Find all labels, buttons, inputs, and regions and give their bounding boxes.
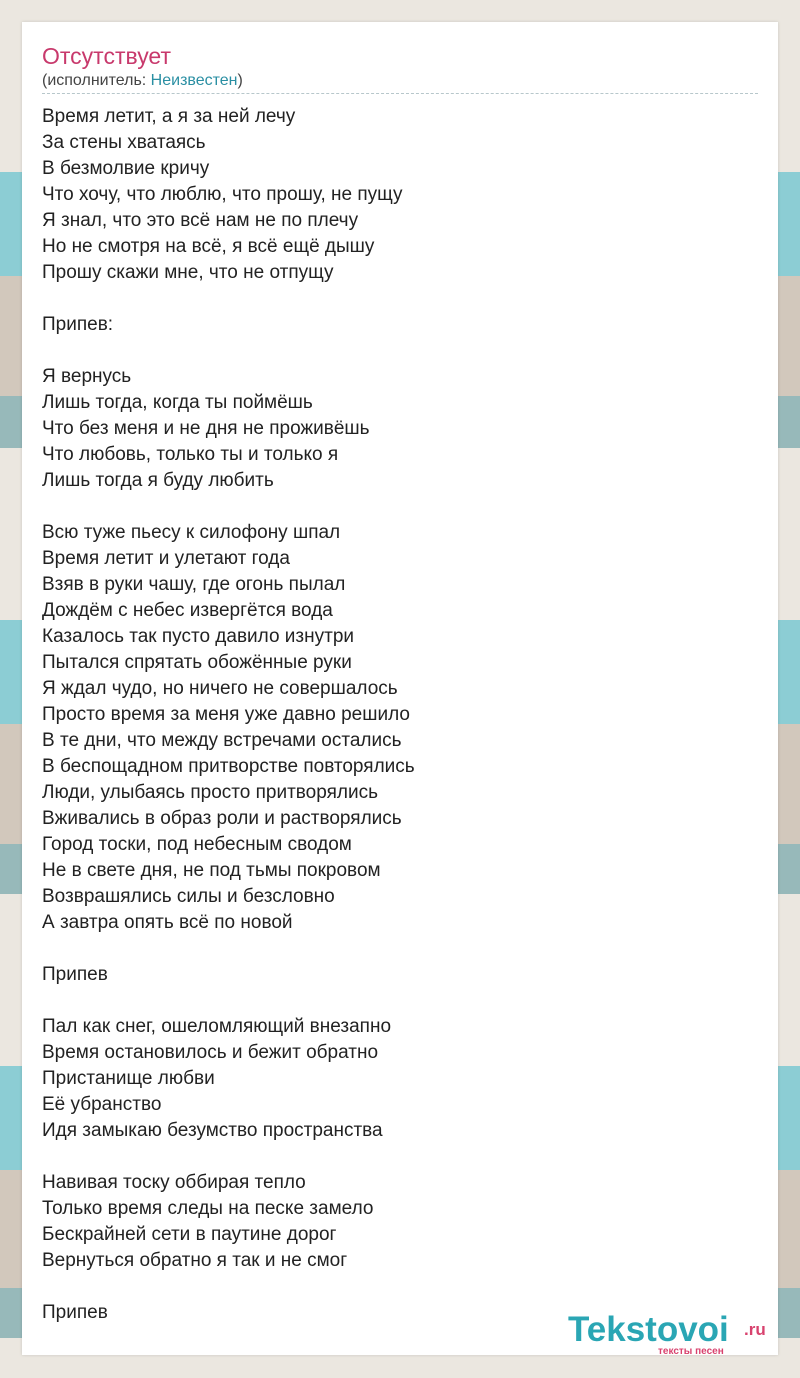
lyric-blank-line [42, 338, 415, 364]
song-title: Отсутствует [42, 43, 171, 69]
lyric-line: Припев: [42, 314, 114, 335]
lyric-line: Припев [42, 964, 108, 985]
lyrics-body [42, 104, 415, 1326]
lyric-line: Не в свете дня, не под тьмы покровом [42, 860, 381, 881]
subtitle-prefix: (исполнитель: [42, 72, 151, 89]
lyric-line: Город тоски, под небесным сводом [42, 834, 352, 855]
lyric-line: Бескрайней сети в паутине дорог [42, 1224, 337, 1245]
lyric-line: Всю туже пьесу к силофону шпал [42, 522, 341, 543]
lyric-line: Дождём с небес извергётся вода [42, 600, 333, 621]
lyrics-card [22, 22, 778, 1355]
lyric-line: Пристанище любви [42, 1068, 215, 1089]
lyric-line: Припев [42, 1302, 108, 1323]
lyric-blank-line [42, 286, 415, 312]
lyric-blank-line [42, 1144, 415, 1170]
lyric-line: Лишь тогда, когда ты поймёшь [42, 392, 313, 413]
lyric-line: Её убранство [42, 1094, 162, 1115]
lyric-line: Я вернусь [42, 366, 132, 387]
lyric-line: Пытался спрятать обожённые руки [42, 652, 352, 673]
lyric-line: Вернуться обратно я так и не смог [42, 1250, 348, 1271]
lyric-line: Просто время за меня уже давно решило [42, 704, 410, 725]
lyric-line: Что без меня и не дня не проживёшь [42, 418, 370, 439]
artist-link[interactable]: Неизвестен [150, 72, 238, 89]
lyric-line: Что любовь, только ты и только я [42, 444, 339, 465]
lyric-blank-line [42, 936, 415, 962]
lyric-line: Люди, улыбаясь просто притворялись [42, 782, 378, 803]
lyric-line: Но не смотря на всё, я всё ещё дышу [42, 236, 375, 257]
lyric-line: Пал как снег, ошеломляющий внезапно [42, 1016, 392, 1037]
lyric-line: За стены хватаясь [42, 132, 206, 153]
logo-tagline: тексты песен [658, 1346, 724, 1357]
site-logo[interactable] [568, 1310, 778, 1356]
lyric-line: Лишь тогда я буду любить [42, 470, 274, 491]
lyric-line: В беспощадном притворстве повторялись [42, 756, 415, 777]
logo-domain: .ru [744, 1320, 766, 1339]
lyric-line: Возврашялись силы и безсловно [42, 886, 335, 907]
lyric-line: Только время следы на песке замело [42, 1198, 374, 1219]
lyric-line: Взяв в руки чашу, где огонь пылал [42, 574, 346, 595]
lyric-blank-line [42, 1274, 415, 1300]
lyric-line: Прошу скажи мне, что не отпущу [42, 262, 334, 283]
lyric-line: Время летит, а я за ней лечу [42, 106, 296, 127]
lyric-line: В безмолвие кричу [42, 158, 210, 179]
lyric-line: Навивая тоску оббирая тепло [42, 1172, 306, 1193]
lyric-line: Я знал, что это всё нам не по плечу [42, 210, 359, 231]
lyric-line: Время летит и улетают года [42, 548, 290, 569]
lyric-line: Вживались в образ роли и растворялись [42, 808, 402, 829]
lyric-line: Что хочу, что люблю, что прошу, не пущу [42, 184, 403, 205]
lyric-line: Казалось так пусто давило изнутри [42, 626, 355, 647]
lyric-line: А завтра опять всё по новой [42, 912, 293, 933]
lyric-line: Идя замыкаю безумство пространства [42, 1120, 383, 1141]
header-divider [42, 93, 758, 94]
lyric-line: В те дни, что между встречами остались [42, 730, 402, 751]
lyric-line: Время остановилось и бежит обратно [42, 1042, 379, 1063]
logo-name: Tekstovoi [568, 1310, 729, 1349]
lyric-blank-line [42, 988, 415, 1014]
subtitle-suffix: ) [237, 72, 243, 89]
lyric-blank-line [42, 494, 415, 520]
song-subtitle [42, 72, 243, 90]
lyric-line: Я ждал чудо, но ничего не совершалось [42, 678, 398, 699]
